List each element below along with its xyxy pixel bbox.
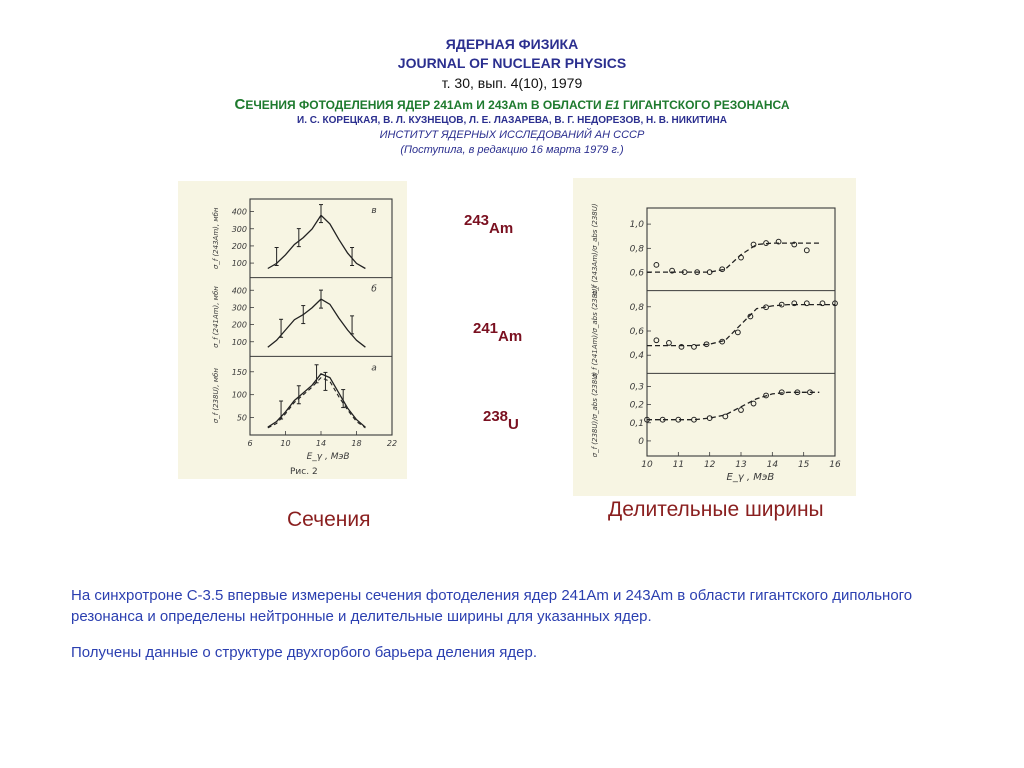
caption-cross-sections: Сечения bbox=[287, 508, 371, 531]
isotope-symbol: U bbox=[508, 416, 519, 433]
data-point bbox=[692, 344, 697, 349]
x-axis-label: E_γ , МэВ bbox=[306, 452, 350, 462]
caption-fission-widths: Делительные ширины bbox=[608, 498, 824, 521]
data-point bbox=[667, 341, 672, 346]
y-tick-label: 150 bbox=[231, 367, 247, 377]
y-axis-label: σ_f (243Am), мбн bbox=[212, 207, 220, 270]
data-point bbox=[779, 390, 784, 395]
conclusion-paragraph: Получены данные о структуре двухгорбого барьера деления ядер. bbox=[71, 644, 538, 661]
fission-width-figure bbox=[573, 178, 856, 496]
data-point bbox=[739, 255, 744, 260]
y-tick-label: 300 bbox=[231, 224, 247, 234]
data-point bbox=[820, 301, 825, 306]
x-tick-label: 14 bbox=[766, 460, 779, 470]
data-point bbox=[739, 408, 744, 413]
y-tick-label: 50 bbox=[236, 413, 247, 423]
plot-frame bbox=[647, 208, 835, 456]
x-tick-label: 14 bbox=[315, 439, 327, 448]
data-point bbox=[654, 338, 659, 343]
data-point bbox=[735, 330, 740, 335]
y-tick-label: 200 bbox=[231, 320, 247, 330]
y-tick-label: 100 bbox=[231, 337, 247, 347]
cross-section-figure bbox=[178, 181, 407, 479]
series-line bbox=[268, 215, 366, 268]
y-tick-label: 400 bbox=[231, 207, 247, 217]
authors: И. С. КОРЕЦКАЯ, В. Л. КУЗНЕЦОВ, Л. Е. ЛАЗАРЕВА, В. Г. НЕДОРЕЗОВ, Н. В. НИКИТИНА bbox=[297, 115, 727, 126]
y-tick-label: 0,6 bbox=[629, 327, 644, 337]
summary-paragraph: На синхротроне С-3.5 впервые измерены сечения фотоделения ядер 241Am и 243Am в области гигантского дипольного резонанса и определены нейтронные и делительные ширины для указанных ядер. bbox=[71, 587, 913, 625]
volume-line: т. 30, вып. 4(10), 1979 bbox=[441, 75, 583, 91]
journal-title-en: JOURNAL OF NUCLEAR PHYSICS bbox=[397, 55, 627, 71]
y-axis-label: σ_f (243Am)/σ_abs (238U) bbox=[591, 203, 599, 296]
isotope-label-238u bbox=[483, 408, 519, 434]
y-axis-label: σ_f (241Am), мбн bbox=[212, 286, 220, 348]
data-point bbox=[654, 262, 659, 267]
title-part-1: ЕЧЕНИЯ ФОТОДЕЛЕНИЯ ЯДЕР 241Am И 243Am В ОБЛАСТИ bbox=[245, 98, 605, 112]
journal-title-ru: ЯДЕРНАЯ ФИЗИКА bbox=[445, 36, 579, 52]
title-e1: E1 bbox=[604, 98, 620, 112]
isotope-symbol: Am bbox=[498, 328, 523, 345]
y-axis-label: σ_f (238U), мбн bbox=[212, 368, 220, 424]
y-tick-label: 100 bbox=[231, 259, 247, 269]
plot-frame bbox=[250, 199, 392, 435]
received-date: (Поступила, в редакцию 16 марта 1979 г.) bbox=[400, 144, 624, 156]
panel-label: а bbox=[371, 363, 377, 374]
series-line-dashed bbox=[268, 378, 366, 428]
institute: ИНСТИТУТ ЯДЕРНЫХ ИССЛЕДОВАНИЙ АН СССР bbox=[379, 129, 645, 141]
panel-label: в bbox=[371, 206, 377, 216]
series-line bbox=[647, 305, 835, 346]
isotope-symbol: Am bbox=[489, 220, 514, 237]
x-tick-label: 10 bbox=[280, 439, 291, 448]
y-axis-label: σ_f (241Am)/σ_abs (238U) bbox=[591, 286, 599, 378]
fission-width-chart bbox=[573, 178, 856, 496]
y-tick-label: 0,8 bbox=[629, 244, 644, 255]
y-axis-label: σ_f (238U)/σ_abs (238U) bbox=[591, 371, 599, 458]
y-tick-label: 0,4 bbox=[629, 351, 644, 362]
y-tick-label: 0,3 bbox=[629, 382, 644, 393]
data-point bbox=[751, 401, 756, 406]
cross-section-chart bbox=[178, 181, 407, 479]
isotope-label-241am bbox=[473, 320, 522, 346]
x-tick-label: 13 bbox=[735, 460, 747, 470]
y-tick-label: 0,2 bbox=[629, 400, 644, 411]
x-tick-label: 11 bbox=[672, 460, 685, 470]
x-tick-label: 15 bbox=[797, 460, 810, 470]
y-tick-label: 1,0 bbox=[629, 220, 644, 231]
x-tick-label: 22 bbox=[386, 439, 398, 448]
x-axis-label: E_γ , МэВ bbox=[726, 472, 775, 483]
y-tick-label: 0 bbox=[638, 436, 644, 447]
series-line bbox=[647, 243, 819, 272]
data-point bbox=[723, 414, 728, 419]
data-point bbox=[804, 248, 809, 253]
data-point bbox=[804, 301, 809, 306]
y-tick-label: 100 bbox=[231, 390, 247, 400]
x-tick-label: 6 bbox=[247, 439, 253, 448]
y-tick-label: 300 bbox=[231, 303, 247, 313]
figure-label: Рис. 2 bbox=[290, 467, 318, 477]
x-tick-label: 18 bbox=[351, 439, 362, 448]
panel-label: б bbox=[371, 284, 377, 295]
x-tick-label: 12 bbox=[703, 460, 716, 470]
series-line bbox=[647, 392, 819, 419]
x-tick-label: 16 bbox=[829, 460, 841, 470]
y-tick-label: 400 bbox=[231, 286, 247, 296]
y-tick-label: 200 bbox=[231, 241, 247, 251]
title-part-2: ГИГАНТСКОГО РЕЗОНАНСА bbox=[619, 98, 790, 112]
isotope-mass: 238 bbox=[483, 408, 509, 425]
isotope-label-243am bbox=[464, 212, 513, 238]
y-tick-label: 0,8 bbox=[629, 302, 644, 313]
y-tick-label: 0,6 bbox=[629, 268, 644, 279]
title-first-letter: С bbox=[234, 96, 246, 113]
isotope-mass: 243 bbox=[464, 212, 490, 229]
isotope-mass: 241 bbox=[473, 320, 499, 337]
x-tick-label: 10 bbox=[641, 460, 653, 470]
series-line bbox=[268, 299, 366, 347]
y-tick-label: 0,1 bbox=[629, 418, 644, 429]
article-title bbox=[0, 96, 1024, 113]
